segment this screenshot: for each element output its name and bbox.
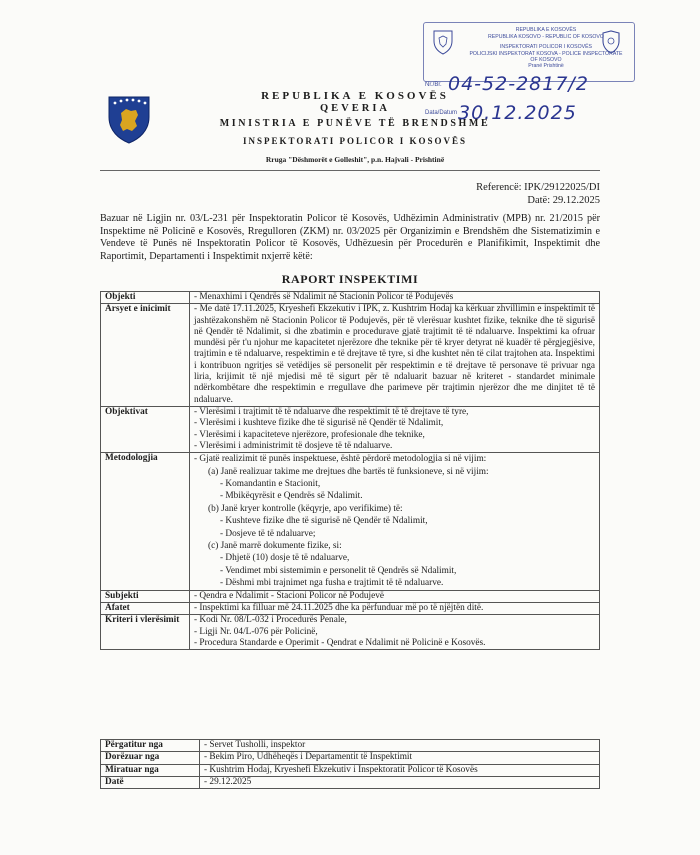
stamp-line-5: Pranë Prishtinë (528, 63, 564, 69)
list-item: (b) Janë kryer kontrolle (këqyrje, apo verifikime) të: (208, 503, 403, 514)
arsyet-value: - Me datë 17.11.2025, Kryeshefi Ekzekutiv i IPK, z. Kushtrim Hodaj ka kërkuar zhvillimin e inspektimit të jashtëzakonshëm në Stacionin Policor të Podujevës, për të vlerësuar kushtet fizike, teknike dhe të sigurisë në Qendër të Ndalimit, si dhe zbatimin e procedurave gjatë trajtimit të të ndaluarve. Inspektimi ka ofruar mundësi për t'u njohur me kapacitetet njerëzore dhe teknike për të kryer detyrat në kuadër të përgjegjësive, trajtimin e të ndaluarve, respektimin e të drejtave të tyre, si dhe kushtet nën të cilat trajtohen ata. Inspektimi i kontribuon ngritjes së vetëdijes së personelit për respektimin e të drejtave të personave të privuar nga liria, krijimit të një mjedisi më të sigurt për të ndaluarit bazuar në kriteret - standardet minimale ndërkombëtare dhe respektimin e rregullave dhe parimeve për trajtimin njerëzor dhe me dinjitet të të ndaluarve. (190, 304, 600, 407)
list-item: - Dëshmi mbi trajnimet nga fusha e trajtimit të të ndaluarve. (220, 578, 444, 589)
report-title: RAPORT INSPEKTIMI (281, 272, 419, 286)
list-item: - Procedura Standarde e Operimit - Qendrat e Ndalimit në Policinë e Kosovës. (194, 637, 486, 648)
afatet-label: Afatet (101, 602, 190, 614)
header-ministry: MINISTRIA E PUNËVE TË BRENDSHME (219, 118, 491, 129)
table-row (101, 752, 600, 764)
table-row (101, 590, 600, 602)
header-address: Rruga "Dëshmorët e Golleshit", p.n. Hajvali - Prishtinë (265, 155, 445, 164)
subjekti-value: - Qendra e Ndalimit - Stacioni Policor në Podujevë (190, 590, 600, 602)
kosovo-emblem-icon (106, 93, 152, 145)
reference-number: Referencë: IPK/29122025/DI (476, 182, 600, 193)
prepared-by-label: Përgatitur nga (101, 740, 200, 752)
objekti-value: - Menaxhimi i Qendrës së Ndalimit në Stacionin Policor të Podujevës (190, 292, 600, 304)
arsyet-label: Arsyet e inicimit (101, 304, 190, 407)
list-item: - Ligji Nr. 04/L-076 për Policinë, (194, 626, 318, 637)
list-item: - Vlerësimi i kapaciteteve njerëzore, profesionale dhe teknike, (194, 429, 425, 440)
table-row (101, 453, 600, 590)
stamp-line-3: INSPEKTORATI POLICOR I KOSOVËS (499, 44, 593, 50)
header-divider (100, 170, 600, 171)
stamp-number-label: Nr./Br. (425, 82, 442, 88)
table-row (101, 615, 600, 650)
approved-by-label: Miratuar nga (101, 764, 200, 776)
metodologjia-value (190, 453, 600, 590)
prepared-by-value: - Servet Tusholli, inspektor (200, 740, 600, 752)
watermark: ​ (180, 551, 219, 574)
objekti-label: Objekti (101, 292, 190, 304)
list-item: - Komandantin e Stacionit, (220, 478, 321, 489)
list-item: (c) Janë marrë dokumente fizike, si: (208, 541, 342, 551)
signoff-date-label: Datë (101, 776, 200, 788)
table-row (101, 740, 600, 752)
list-item: - Kushteve fizike dhe të sigurisë në Qendër të Ndalimit, (220, 516, 428, 527)
police-badge-icon (600, 30, 622, 54)
list-item: - Kodi Nr. 08/L-032 i Procedurës Penale, (194, 615, 347, 626)
subjekti-label: Subjekti (101, 590, 190, 602)
stamp-date-label: Data/Datum (425, 110, 458, 116)
list-item: - Mbikëqyrësit e Qendrës së Ndalimit. (220, 491, 363, 502)
metodologjia-label: Metodologjia (101, 453, 190, 590)
table-row (101, 776, 600, 788)
list-item: - Vendimet mbi sistemimin e personelit të Qendrës së Ndalimit, (220, 565, 457, 576)
list-item: - Dhjetë (10) dosje të të ndaluarve, (220, 553, 350, 564)
stamp-line-2: REPUBLIKA KOSOVO - REPUBLIC OF KOSOVO (488, 34, 604, 40)
objektivat-value (190, 406, 600, 452)
table-row (101, 406, 600, 452)
intro-paragraph: Bazuar në Ligjin nr. 03/L-231 për Inspektoratin Policor të Kosovës, Udhëzimin Administrativ (MPB) nr. 21/2015 për Inspektime në Policinë e Kosovës, Rregulloren (ZKM) nr. 03/2025 për Organizimin e Brendshëm dhe Sistematizimin e Vendeve të Punës në Inspektoratin Policor të Kosovës, Udhëzuesin për Procedurën e Planifikimit, Inspektimit dhe Raportimit, Departamenti i Inspektimit nxjerrë këtë: (100, 213, 600, 262)
table-row (101, 304, 600, 407)
table-row (101, 764, 600, 776)
list-item: (a) Janë realizuar takime me drejtues dhe bartës të funksioneve, si në vijim: (208, 466, 489, 477)
header-inspectorate: INSPEKTORATI POLICOR I KOSOVËS (243, 136, 467, 146)
table-row (101, 292, 600, 304)
kriteri-value (190, 615, 600, 650)
list-item: - Vlerësimi i administrimit të dosjeve të të ndaluarve. (194, 440, 393, 451)
submitted-by-label: Dorëzuar nga (101, 752, 200, 764)
header-republic: REPUBLIKA E KOSOVËS (261, 90, 449, 102)
header-government: QEVERIA (319, 103, 390, 114)
list-item: - Gjatë realizimit të punës inspektuese, është përdorë metodologjia si në vijim: (194, 454, 487, 465)
list-item: - Dosjeve të të ndaluarve; (220, 528, 316, 539)
stamp-line-1: REPUBLIKA E KOSOVËS (515, 27, 577, 33)
approved-by-value: - Kushtrim Hodaj, Kryeshefi Ekzekutiv i Inspektoratit Policor të Kosovës (200, 764, 600, 776)
stamp-line-4: POLICIJSKI INSPEKTORAT KOSOVA - POLICE INSPECTORATE OF KOSOVO (469, 51, 623, 63)
table-row (101, 602, 600, 614)
stamp-number-value: 04-52-2817/2 (448, 73, 589, 95)
list-item: - Vlerësimi i kushteve fizike dhe të sigurisë në Qendër të Ndalimit, (194, 418, 444, 429)
signoff-date-value: - 29.12.2025 (200, 776, 600, 788)
reference-date: Datë: 29.12.2025 (527, 195, 600, 206)
kriteri-label: Kriteri i vlerësimit (101, 615, 190, 650)
afatet-value: - Inspektimi ka filluar më 24.11.2025 dhe ka përfunduar më po të njëjtën ditë. (190, 602, 600, 614)
stamp-emblem-icon (432, 29, 454, 55)
submitted-by-value: - Bekim Piro, Udhëheqës i Departamentit të Inspektimit (200, 752, 600, 764)
list-item: - Vlerësimi i trajtimit të të ndaluarve dhe respektimit të të drejtave të tyre, (194, 406, 469, 417)
signoff-table (100, 739, 600, 789)
objektivat-label: Objektivat (101, 406, 190, 452)
stamp-date-value: 30.12.2025 (458, 102, 577, 124)
report-table (100, 291, 600, 650)
